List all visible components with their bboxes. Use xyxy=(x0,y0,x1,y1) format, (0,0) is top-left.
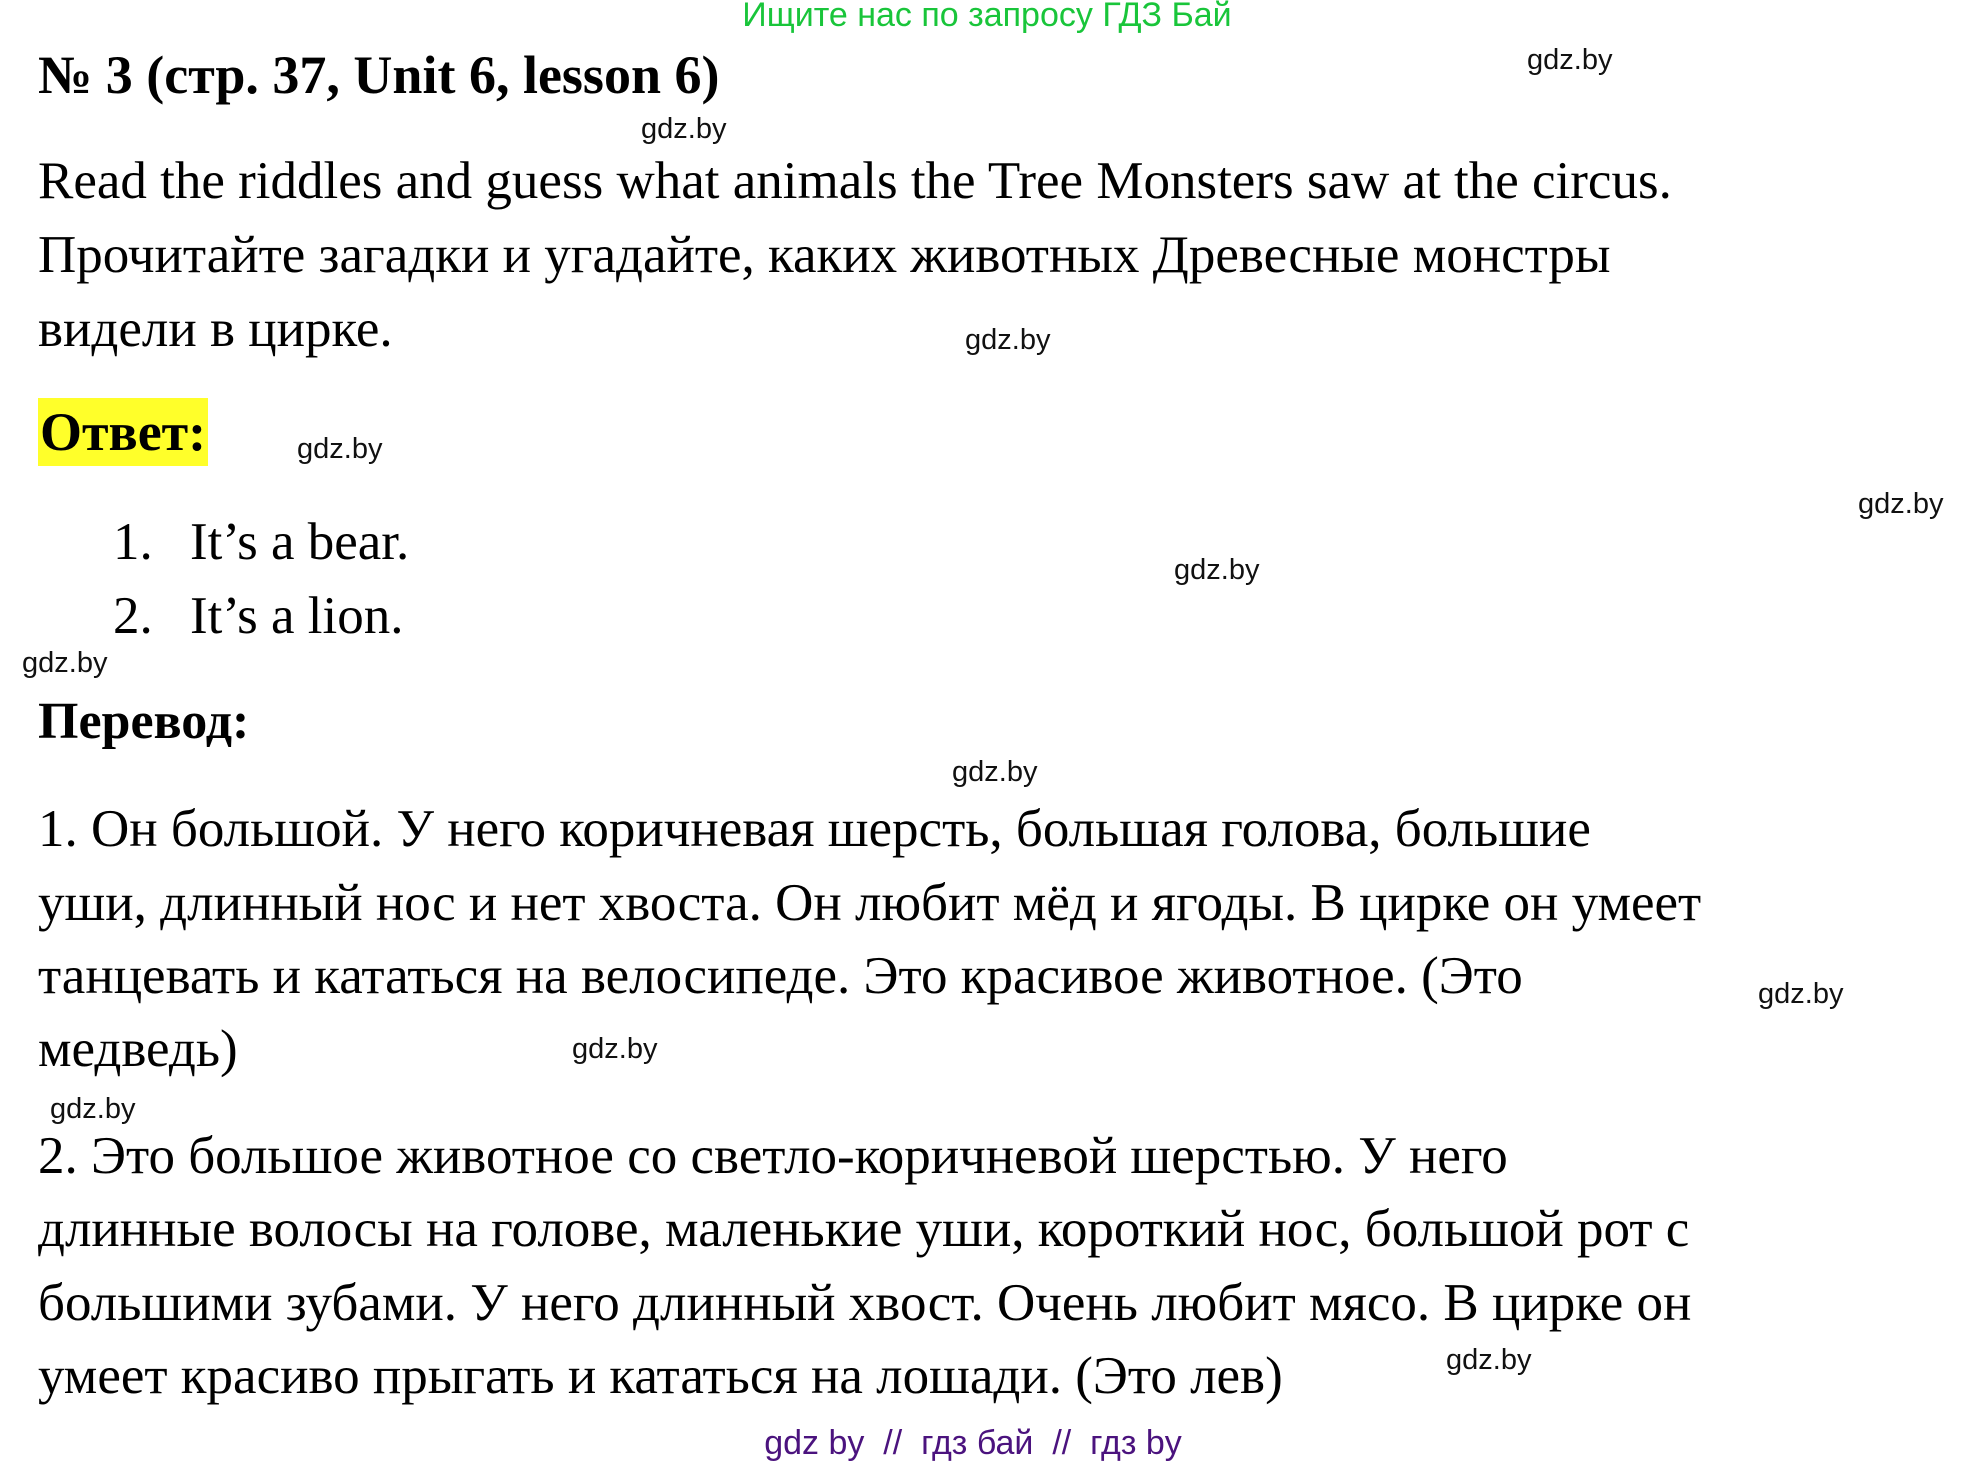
translation-heading: Перевод: xyxy=(38,693,250,750)
watermark: gdz.by xyxy=(1858,488,1944,520)
translation-para-2-line-3: большими зубами. У него длинный хвост. Очень любит мясо. В цирке он xyxy=(38,1274,1692,1332)
footer-watermark xyxy=(0,1424,1974,1463)
page-title: № 3 (стр. 37, Unit 6, lesson 6) xyxy=(38,45,720,105)
translation-para-1-line-1: 1. Он большой. У него коричневая шерсть, большая голова, большие xyxy=(38,800,1591,858)
translation-para-2-line-2: длинные волосы на голове, маленькие уши, короткий нос, большой рот с xyxy=(38,1200,1690,1258)
search-banner-text: Ищите нас по запросу ГДЗ Бай xyxy=(742,0,1232,34)
translation-para-2-line-1: 2. Это большое животное со светло-коричневой шерстью. У него xyxy=(38,1127,1508,1185)
watermark: gdz.by xyxy=(641,113,727,145)
watermark: gdz.by xyxy=(1527,44,1613,76)
task-russian-line-1: Прочитайте загадки и угадайте, каких животных Древесные монстры xyxy=(38,226,1611,284)
answer-item-1-text: It’s a bear. xyxy=(190,513,410,571)
answer-item-1-number: 1. xyxy=(113,513,153,571)
footer-text: gdz by // гдз бай // гдз by xyxy=(764,1424,1182,1462)
task-english: Read the riddles and guess what animals the Tree Monsters saw at the circus. xyxy=(38,152,1672,210)
translation-para-1-line-3: танцевать и кататься на велосипеде. Это красивое животное. (Это xyxy=(38,947,1523,1005)
answer-item-2-number: 2. xyxy=(113,587,153,645)
watermark: gdz.by xyxy=(952,756,1038,788)
watermark: gdz.by xyxy=(1174,554,1260,586)
watermark: gdz.by xyxy=(572,1033,658,1065)
watermark: gdz.by xyxy=(965,324,1051,356)
watermark: gdz.by xyxy=(297,433,383,465)
watermark: gdz.by xyxy=(1758,978,1844,1010)
answer-item-2-text: It’s a lion. xyxy=(190,587,404,645)
watermark: gdz.by xyxy=(50,1093,136,1125)
translation-para-2-line-4: умеет красиво прыгать и кататься на лошади. (Это лев) xyxy=(38,1347,1283,1405)
watermark: gdz.by xyxy=(22,647,108,679)
search-banner xyxy=(0,0,1974,35)
task-russian-line-2: видели в цирке. xyxy=(38,300,393,358)
translation-para-1-line-2: уши, длинный нос и нет хвоста. Он любит мёд и ягоды. В цирке он умеет xyxy=(38,874,1702,932)
watermark: gdz.by xyxy=(1446,1344,1532,1376)
answer-label: Ответ: xyxy=(38,398,208,466)
translation-para-1-line-4: медведь) xyxy=(38,1020,238,1078)
